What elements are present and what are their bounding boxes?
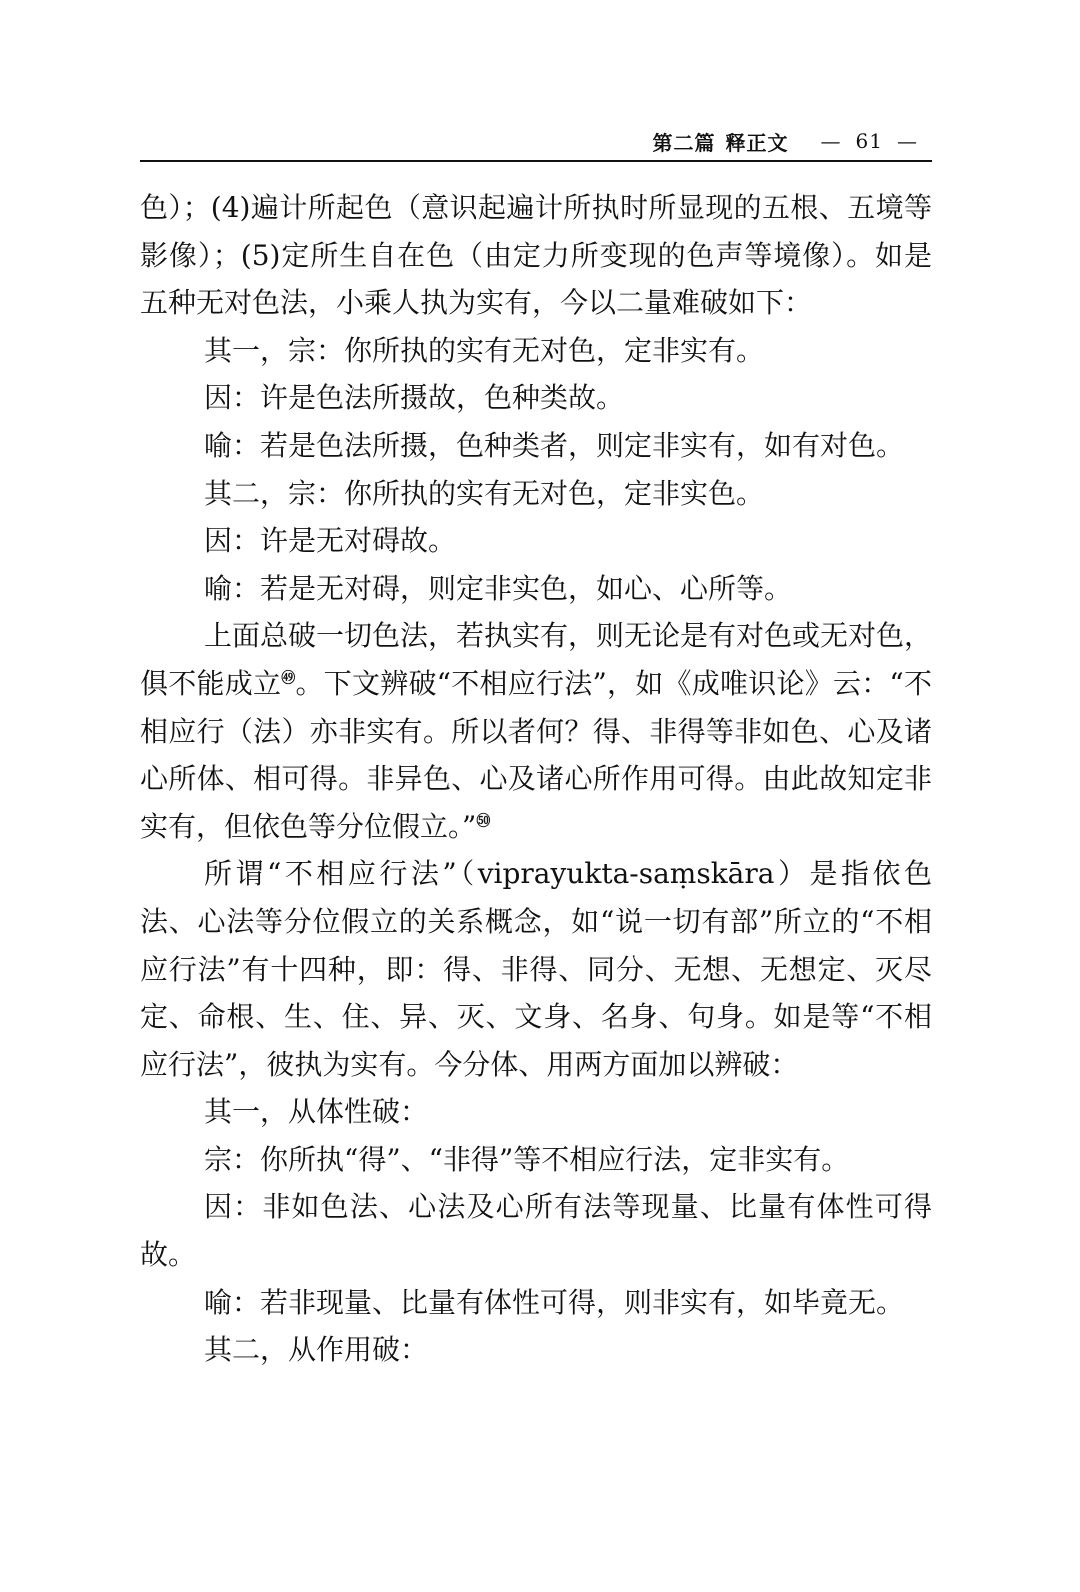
- refutation-1-thesis: 宗：你所执“得”、“非得”等不相应行法，定非实有。: [204, 1142, 850, 1176]
- body-text: [140, 184, 932, 1374]
- argument-2-reason: 因：许是无对碍故。: [204, 524, 457, 558]
- paragraph-summary: [140, 612, 932, 850]
- part-subtitle: 释正文: [725, 130, 789, 155]
- argument-1-thesis: 其一，宗：你所执的实有无对色，定非实有。: [204, 333, 765, 367]
- refutation-1-example: 喻：若非现量、比量有体性可得，则非实有，如毕竟无。: [204, 1285, 905, 1319]
- argument-2-thesis: 其二，宗：你所执的实有无对色，定非实色。: [204, 476, 765, 510]
- footnote-marker-49: ㊾: [281, 670, 296, 687]
- refutation-1-reason: 因：非如色法、心法及心所有法等现量、比量有体性可得故。: [140, 1190, 932, 1272]
- argument-1-reason: 因：许是色法所摄故，色种类故。: [204, 381, 625, 415]
- footnote-marker-50: ㊿: [476, 813, 491, 830]
- argument-2-example: 喻：若是无对碍，则定非实色，如心、心所等。: [204, 571, 793, 605]
- summary-text-before: 上面总破一切色法，若执实有，则无论是有对色或无对色，俱不能成立: [140, 619, 933, 700]
- dash-right: —: [897, 129, 918, 153]
- page-number: 61: [855, 129, 883, 153]
- dash-left: —: [820, 129, 842, 153]
- header-rule: [140, 160, 932, 162]
- paragraph-continuation: 色）；(4)遍计所起色（意识起遍计所执时所显现的五根、五境等影像）；(5)定所生自在色（由定力所变现的色声等境像）。如是五种无对色法，小乘人执为实有，今以二量难破如下：: [140, 191, 932, 320]
- refutation-2-heading: 其二，从作用破：: [204, 1333, 429, 1367]
- part-title: 第二篇: [652, 130, 716, 155]
- summary-text-quote: 。下文辨破“不相应行法”，如《成唯识论》云：“不相应行（法）亦非实有。所以者何？得、非得等非如色、心及诸心所体、相可得。非异色、心及诸心所作用可得。由此故知定非实有，但依色等分位假立。”: [140, 666, 932, 843]
- running-header: [620, 124, 932, 158]
- refutation-1-heading: 其一，从体性破：: [204, 1095, 429, 1129]
- argument-1-example: 喻：若是色法所摄，色种类者，则定非实有，如有对色。: [204, 428, 905, 462]
- paragraph-definition: 所谓“不相应行法”（viprayukta-saṃskāra）是指依色法、心法等分位假立的关系概念，如“说一切有部”所立的“不相应行法”有十四种，即：得、非得、同分、无想、无想定、灭尽定、命根、生、住、异、灭、文身、名身、句身。如是等“不相应行法”，彼执为实有。今分体、用两方面加以辨破：: [140, 857, 932, 1081]
